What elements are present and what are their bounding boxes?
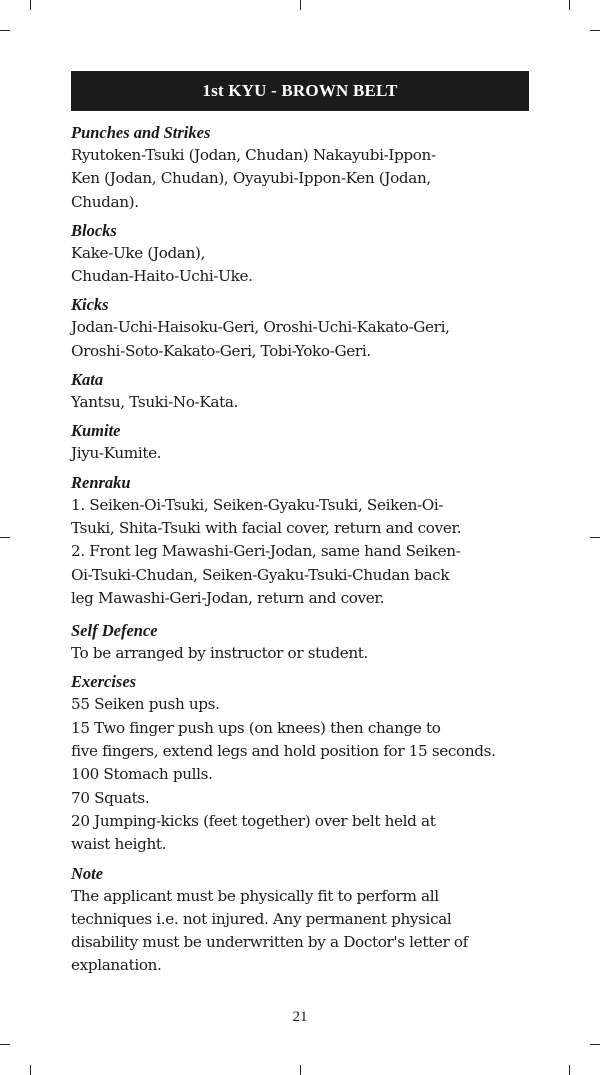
section-body [71, 316, 533, 363]
body-line: Jiyu-Kumite. [71, 444, 162, 463]
section-punches-and-strikes [71, 122, 533, 214]
body-line: 20 Jumping-kicks (feet together) over belt held at [71, 811, 436, 830]
section-body [71, 144, 533, 214]
section-blocks [71, 220, 533, 289]
section-body [71, 242, 533, 289]
body-line: To be arranged by instructor or student. [71, 644, 369, 663]
syllabus-content [71, 122, 533, 978]
body-line: Chudan). [71, 192, 139, 211]
section-title: Exercises [71, 672, 137, 692]
body-line: 100 Stomach pulls. [71, 765, 213, 784]
crop-mark [569, 0, 570, 10]
section-title: Punches and Strikes [71, 123, 211, 142]
body-line: 55 Seiken push ups. [71, 695, 220, 714]
body-line: 70 Squats. [71, 788, 150, 807]
body-line: 1. Seiken-Oi-Tsuki, Seiken-Gyaku-Tsuki, Seiken-Oi- [71, 495, 444, 514]
crop-mark [590, 537, 600, 538]
section-title: Kumite [71, 421, 121, 441]
section-title: Blocks [71, 220, 117, 240]
section-body [71, 494, 533, 610]
crop-mark [30, 0, 31, 10]
section-title: Note [71, 863, 104, 883]
body-line: Kake-Uke (Jodan), [71, 243, 206, 262]
section-kicks [71, 294, 533, 363]
body-line: Oi-Tsuki-Chudan, Seiken-Gyaku-Tsuki-Chudan back [71, 565, 450, 584]
section-self-defence [71, 620, 533, 665]
crop-mark [590, 30, 600, 31]
body-line: Oroshi-Soto-Kakato-Geri, Tobi-Yoko-Geri. [71, 341, 371, 360]
crop-mark [590, 1044, 600, 1045]
body-line: waist height. [71, 835, 167, 854]
crop-mark [300, 0, 301, 10]
body-line: Jodan-Uchi-Haisoku-Geri, Oroshi-Uchi-Kakato-Geri, [71, 318, 450, 337]
page-number: 21 [292, 1009, 308, 1025]
section-title: Kata [71, 370, 104, 390]
section-title: Self Defence [71, 621, 158, 641]
body-line: 2. Front leg Mawashi-Geri-Jodan, same hand Seiken- [71, 542, 461, 561]
section-title: Kicks [71, 295, 109, 315]
section-body [71, 885, 533, 978]
section-kumite [71, 420, 533, 465]
body-line: Yantsu, Tsuki-No-Kata. [71, 393, 239, 412]
section-body [71, 642, 533, 665]
section-renraku [71, 472, 533, 610]
body-line: Tsuki, Shita-Tsuki with facial cover, return and cover. [71, 518, 462, 537]
section-body [71, 391, 533, 414]
crop-mark [0, 537, 10, 538]
section-exercises [71, 671, 533, 856]
body-line: leg Mawashi-Geri-Jodan, return and cover. [71, 588, 385, 607]
body-line: disability must be underwritten by a Doctor's letter of [71, 933, 468, 952]
body-line: Chudan-Haito-Uchi-Uke. [71, 267, 253, 286]
body-line: techniques i.e. not injured. Any permanent physical [71, 909, 452, 928]
body-line: explanation. [71, 956, 162, 975]
section-body [71, 693, 533, 856]
page-title: 1st KYU - BROWN BELT [202, 81, 398, 100]
crop-mark [0, 30, 10, 31]
body-line: 15 Two finger push ups (on knees) then change to [71, 718, 441, 737]
body-line: The applicant must be physically fit to perform all [71, 886, 439, 905]
section-title: Renraku [71, 472, 131, 492]
page-title-bar [71, 71, 529, 111]
section-note [71, 863, 533, 978]
section-kata [71, 369, 533, 414]
section-body [71, 442, 533, 465]
crop-mark [569, 1065, 570, 1075]
crop-mark [30, 1065, 31, 1075]
body-line: five fingers, extend legs and hold position for 15 seconds. [71, 742, 496, 761]
body-line: Ryutoken-Tsuki (Jodan, Chudan) Nakayubi-Ippon- [71, 146, 436, 164]
body-line: Ken (Jodan, Chudan), Oyayubi-Ippon-Ken (Jodan, [71, 169, 431, 188]
crop-mark [300, 1065, 301, 1075]
crop-mark [0, 1044, 10, 1045]
